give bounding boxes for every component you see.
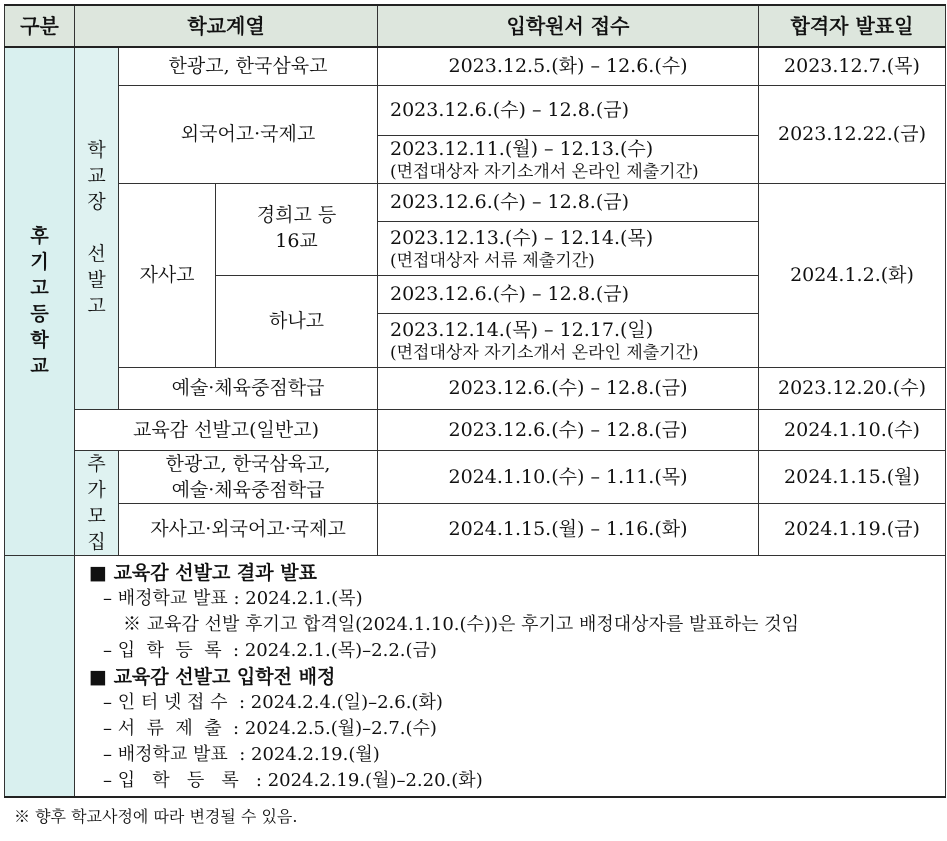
- notes-line: ※ 교육감 선발 후기고 합격일(2024.1.10.(수))은 후기고 배정대상자를 발표하는 것임: [123, 613, 800, 635]
- school-name-jasago: 자사고: [119, 183, 216, 367]
- apply-period: 2024.1.10.(수) – 1.11.(목): [378, 450, 759, 504]
- apply-period: 2023.12.6.(수) – 12.8.(금): [378, 275, 759, 313]
- row-foreign: [5, 85, 946, 135]
- apply-period: 2023.12.6.(수) – 12.8.(금): [378, 409, 759, 450]
- schedule-table: [4, 4, 946, 798]
- header-category: 구분: [5, 5, 75, 47]
- result-date: 2023.12.22.(금): [759, 85, 946, 183]
- result-date: 2024.1.19.(금): [759, 504, 946, 556]
- header-school-type: 학교계열: [75, 5, 378, 47]
- apply-period-interview: 2023.12.11.(월) – 12.13.(수) (면접대상자 자기소개서 온라인 제출기간): [378, 135, 759, 183]
- principal-select-label: 학 교 장 선 발 고: [75, 47, 119, 409]
- header-announcement: 합격자 발표일: [759, 5, 946, 47]
- school-name: 한광고, 한국삼육고, 예술·체육중점학급: [119, 450, 378, 504]
- notes-line: – 배정학교 발표 : 2024.2.1.(목): [103, 587, 363, 609]
- notes-line: – 인 터 넷 접 수 : 2024.2.4.(일)–2.6.(화): [103, 691, 443, 713]
- row-general: [5, 409, 946, 450]
- school-name: 예술·체육중점학급: [119, 367, 378, 409]
- footnote: ※ 향후 학교사정에 따라 변경될 수 있음.: [14, 806, 298, 826]
- apply-period-interview: 2023.12.14.(목) – 12.17.(일) (면접대상자 자기소개서 온라인 제출기간): [378, 313, 759, 367]
- result-date: 2024.1.10.(수): [759, 409, 946, 450]
- notes-heading-1: ■ 교육감 선발고 결과 발표: [89, 561, 317, 584]
- school-name: 교육감 선발고(일반고): [75, 409, 378, 450]
- school-name: 외국어고·국제고: [119, 85, 378, 183]
- extra-recruit-label: 추 가 모 집: [75, 450, 119, 555]
- notes-row: [5, 555, 946, 797]
- row-extra-2: [5, 504, 946, 556]
- result-date: 2024.1.2.(화): [759, 183, 946, 367]
- section-label: 후 기 고 등 학 교: [5, 47, 75, 555]
- notes-line: – 서 류 제 출 : 2024.2.5.(월)–2.7.(수): [103, 717, 437, 739]
- header-application: 입학원서 접수: [378, 5, 759, 47]
- school-name: 한광고, 한국삼육고: [119, 47, 378, 85]
- row-arts: [5, 367, 946, 409]
- result-date: 2024.1.15.(월): [759, 450, 946, 504]
- school-name: 자사고·외국어고·국제고: [119, 504, 378, 556]
- result-date: 2023.12.7.(목): [759, 47, 946, 85]
- school-name-hana: 하나고: [216, 275, 378, 367]
- apply-period: 2023.12.6.(수) – 12.8.(금): [378, 367, 759, 409]
- header-row: [5, 5, 946, 47]
- apply-period-interview: 2023.12.13.(수) – 12.14.(목) (면접대상자 서류 제출기간): [378, 221, 759, 275]
- notes-line: – 입 학 등 록 : 2024.2.1.(목)–2.2.(금): [103, 639, 437, 661]
- row-hanguang: [5, 47, 946, 85]
- notes-line: – 입 학 등 록 : 2024.2.19.(월)–2.20.(화): [103, 769, 483, 791]
- apply-period: 2023.12.5.(화) – 12.6.(수): [378, 47, 759, 85]
- row-extra-1: [5, 450, 946, 504]
- notes-line: – 배정학교 발표 : 2024.2.19.(월): [103, 743, 380, 765]
- apply-period: 2023.12.6.(수) – 12.8.(금): [378, 85, 759, 135]
- result-date: 2023.12.20.(수): [759, 367, 946, 409]
- notes-cell: [75, 555, 946, 797]
- notes-heading-2: ■ 교육감 선발고 입학전 배정: [89, 665, 336, 688]
- school-name-kyunghee: 경희고 등 16교: [216, 183, 378, 275]
- row-jasago-kyunghee: [5, 183, 946, 221]
- schedule-document: [4, 4, 945, 828]
- apply-period: 2023.12.6.(수) – 12.8.(금): [378, 183, 759, 221]
- apply-period: 2024.1.15.(월) – 1.16.(화): [378, 504, 759, 556]
